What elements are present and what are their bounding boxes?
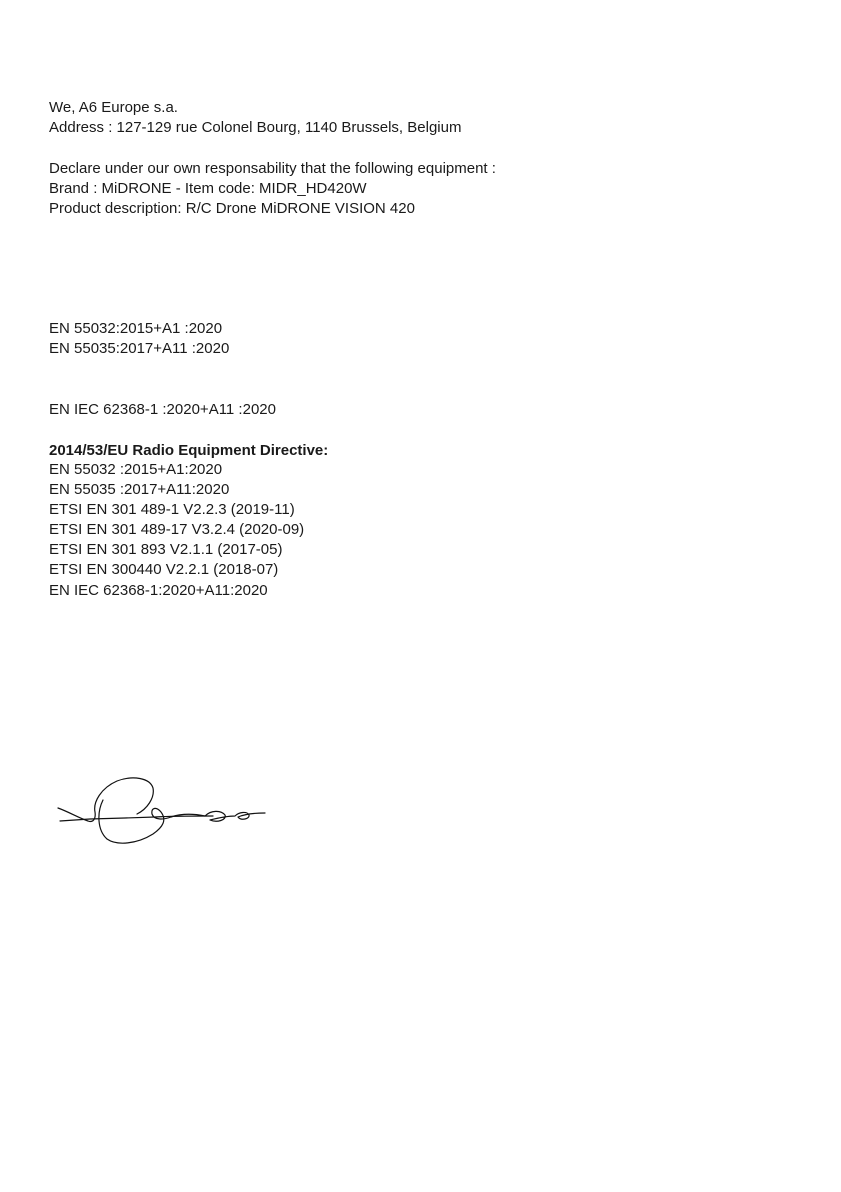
red-directive-heading: 2014/53/EU Radio Equipment Directive:: [49, 442, 329, 459]
emc-standard: EN 55035:2017+A11 :2020: [49, 340, 230, 357]
safety-standard: EN IEC 62368-1 :2020+A11 :2020: [49, 401, 276, 418]
product-description: Product description: R/C Drone MiDRONE VISION 420: [49, 200, 415, 217]
declaration-statement: Declare under our own responsability that the following equipment :: [49, 160, 496, 177]
company-name: We, A6 Europe s.a.: [49, 99, 178, 116]
red-standard: EN IEC 62368-1:2020+A11:2020: [49, 582, 268, 599]
signature-stroke: [205, 811, 265, 821]
signature-stroke: [99, 800, 205, 843]
brand-item-code: Brand : MiDRONE - Item code: MIDR_HD420W: [49, 180, 367, 197]
red-standard: ETSI EN 300440 V2.2.1 (2018-07): [49, 561, 279, 578]
red-standard: ETSI EN 301 489-17 V3.2.4 (2020-09): [49, 521, 305, 538]
red-standard: EN 55035 :2017+A11:2020: [49, 481, 230, 498]
signature-stroke: [58, 778, 153, 822]
handwritten-signature: [55, 772, 270, 847]
red-standard: EN 55032 :2015+A1:2020: [49, 461, 223, 478]
emc-standard: EN 55032:2015+A1 :2020: [49, 320, 223, 337]
red-standard: ETSI EN 301 489-1 V2.2.3 (2019-11): [49, 501, 295, 518]
red-standard: ETSI EN 301 893 V2.1.1 (2017-05): [49, 541, 283, 558]
company-address: Address : 127-129 rue Colonel Bourg, 1140 Brussels, Belgium: [49, 119, 462, 136]
